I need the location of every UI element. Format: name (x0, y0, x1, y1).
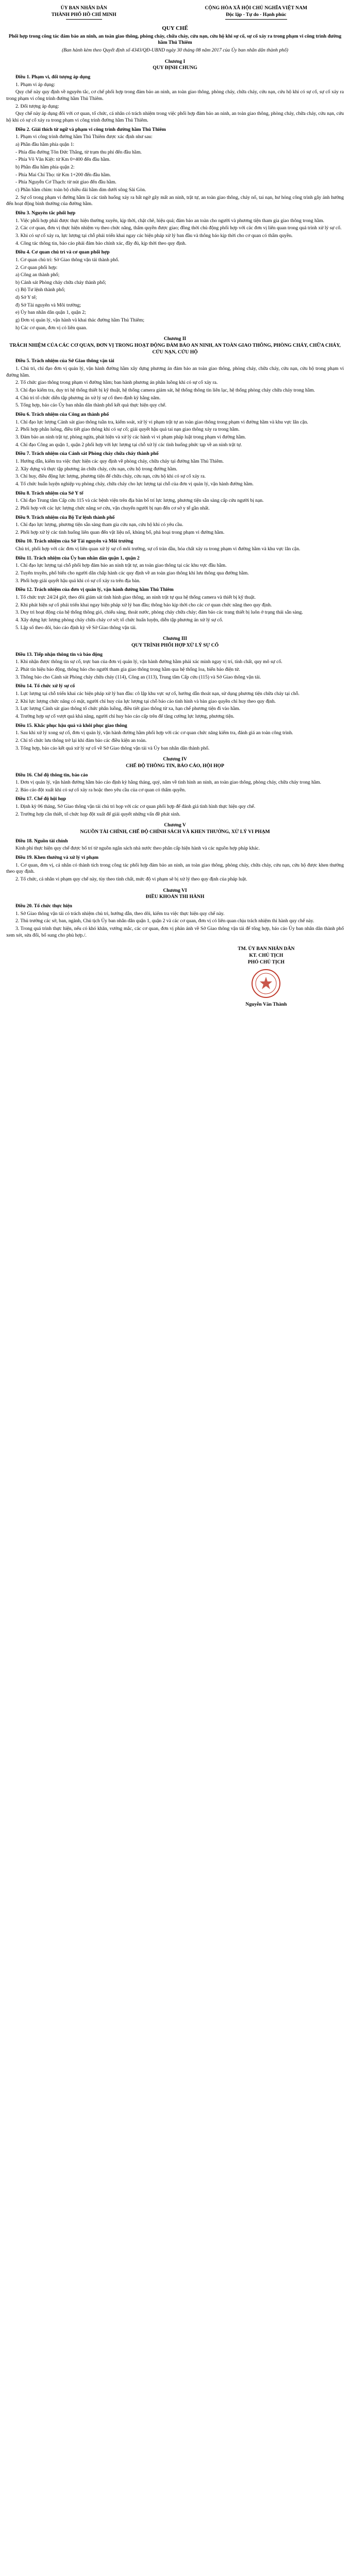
article-paragraph: 2. Phối hợp phân luồng, điều tiết giao thông khi có sự cố; giải quyết hậu quả tai nạn giao thông xảy ra trong hầm. (15, 427, 240, 433)
article-paragraph: 1. Phạm vi áp dụng: (15, 81, 56, 88)
article-paragraph: 5. Tổng hợp, báo cáo Ủy ban nhân dân thành phố kết quả thực hiện quy chế. (15, 402, 166, 409)
nation-name: CỘNG HÒA XÃ HỘI CHỦ NGHĨA VIỆT NAM (205, 5, 308, 11)
chapter-heading: Chương V (164, 822, 186, 828)
article-paragraph: 3. Khi có sự cố xảy ra, lực lượng tại chỗ phải triển khai ngay các biện pháp xử lý ban đầu và thông báo kịp thời cho cơ quan có thẩm quyền. (15, 232, 293, 239)
article-paragraph: 3. Chỉ huy, điều động lực lượng, phương tiện để chữa cháy, cứu nạn, cứu hộ khi có sự cố xảy ra. (15, 473, 206, 480)
article-paragraph: 3. Lực lượng Cảnh sát giao thông tổ chức phân luồng, điều tiết giao thông từ xa, hạn chế phương tiện đi vào hầm. (15, 706, 241, 712)
signer-name: Nguyễn Văn Thành (245, 1002, 287, 1008)
article-paragraph: 1. Cơ quan, đơn vị, cá nhân có thành tích trong công tác phối hợp đảm bảo an ninh, an toàn giao thông, phòng cháy, chữa cháy, cứu nạn, cứu hộ được khen thưởng theo quy định. (6, 862, 344, 875)
chapter-title: ĐIỀU KHOẢN THI HÀNH (145, 894, 205, 900)
article-title: Điều 20. Tổ chức thực hiện (15, 903, 72, 909)
article-paragraph: 2. Khi lực lượng chức năng có mặt, người chỉ huy của lực lượng tại chỗ báo cáo tình hình và bàn giao quyền chỉ huy theo quy định. (15, 698, 276, 704)
signature-role-2: PHÓ CHỦ TỊCH (247, 959, 285, 965)
chapter-heading: Chương II (163, 336, 187, 342)
article-paragraph: 3. Đảm bảo an ninh trật tự, phòng ngừa, phát hiện và xử lý các hành vi vi phạm pháp luật trong phạm vi đường hầm. (15, 434, 246, 440)
article-paragraph: 1. Chỉ đạo lực lượng tại chỗ phối hợp đảm bảo an ninh trật tự, an toàn giao thông tại các khu vực đầu hầm. (15, 563, 227, 569)
article-title: Điều 9. Trách nhiệm của Bộ Tư lệnh thành phố (15, 514, 115, 520)
article-paragraph: 3. Thông báo cho Cảnh sát Phòng cháy chữa cháy (114), Công an (113), Trung tâm Cấp cứu (115) và Sở Giao thông vận tải. (15, 674, 261, 680)
article-title: Điều 7. Trách nhiệm của Cảnh sát Phòng cháy chữa cháy thành phố (15, 451, 159, 457)
issuance-note: (Ban hành kèm theo Quyết định số 4343/QĐ-UBND ngày 30 tháng 08 năm 2017 của Ủy ban nhân dân thành phố) (61, 47, 289, 54)
signature-area (6, 946, 344, 1008)
article-paragraph: 1. Chỉ đạo Trung tâm Cấp cứu 115 và các bệnh viện trên địa bàn bố trí lực lượng, phương tiện sẵn sàng cấp cứu người bị nạn. (15, 498, 264, 504)
seal-area (189, 968, 344, 999)
article-paragraph: b) Phần đầu hầm phía quận 2: (15, 164, 75, 170)
article-paragraph: 1. Sở Giao thông vận tải có trách nhiệm chủ trì, hướng dẫn, theo dõi, kiểm tra việc thực hiện quy chế này. (15, 910, 225, 917)
article-paragraph: 4. Trường hợp sự cố vượt quá khả năng, người chỉ huy báo cáo cấp trên để tăng cường lực lượng, phương tiện. (15, 713, 235, 719)
chapter-title: CHẾ ĐỘ THÔNG TIN, BÁO CÁO, HỘI HỌP (126, 762, 224, 769)
article-paragraph: 1. Việc phối hợp phải được thực hiện thường xuyên, kịp thời, chặt chẽ, hiệu quả; đảm bảo an toàn cho người và phương tiện tham gia giao thông trong hầm. (15, 217, 324, 224)
article-paragraph: - Phía Võ Văn Kiệt: từ Km 0+400 đến đầu hầm. (15, 157, 111, 163)
chapter-title: QUY TRÌNH PHỐI HỢP XỬ LÝ SỰ CỐ (131, 642, 219, 649)
signature-org: TM. ỦY BAN NHÂN DÂN (238, 946, 295, 952)
article-title: Điều 6. Trách nhiệm của Công an thành phố (15, 411, 109, 417)
article-title: Điều 8. Trách nhiệm của Sở Y tế (15, 490, 84, 496)
article-title: Điều 13. Tiếp nhận thông tin và báo động (15, 651, 103, 657)
article-paragraph: 1. Tổ chức trực 24/24 giờ, theo dõi giám sát tình hình giao thông, an ninh trật tự qua hệ thống camera và thiết bị kỹ thuật. (15, 595, 256, 601)
chapter-heading: Chương VI (163, 887, 187, 893)
article-paragraph: đ) Sở Tài nguyên và Môi trường; (15, 302, 81, 308)
document-page (0, 0, 350, 1016)
article-paragraph: c) Phần hầm chìm: toàn bộ chiều dài hầm dìm dưới sông Sài Gòn. (15, 187, 146, 193)
article-paragraph: 3. Tổng hợp, báo cáo kết quả xử lý sự cố về Sở Giao thông vận tải và Ủy ban nhân dân thành phố. (15, 745, 210, 751)
issuing-agency (6, 5, 161, 20)
article-paragraph: 2. Thủ trưởng các sở, ban, ngành, Chủ tịch Ủy ban nhân dân quận 1, quận 2 và các cơ quan, đơn vị có liên quan chịu trách nhiệm thi hành quy chế này. (15, 918, 314, 924)
article-title: Điều 2. Giải thích từ ngữ và phạm vi công trình đường hầm Thủ Thiêm (15, 126, 166, 132)
article-paragraph: 2. Báo cáo đột xuất khi có sự cố xảy ra hoặc theo yêu cầu của cơ quan có thẩm quyền. (15, 787, 186, 793)
chapter-title: TRÁCH NHIỆM CỦA CÁC CƠ QUAN, ĐƠN VỊ TRONG HOẠT ĐỘNG ĐẢM BẢO AN NINH, AN TOÀN GIAO THÔNG, PHÒNG CHÁY, CHỮA CHÁY, CỨU NẠN, CỨU HỘ (9, 343, 341, 355)
article-paragraph: 1. Hướng dẫn, kiểm tra việc thực hiện các quy định về phòng cháy, chữa cháy tại đường hầm Thủ Thiêm. (15, 458, 224, 464)
article-paragraph: 4. Chủ trì tổ chức diễn tập phương án xử lý sự cố theo định kỳ hằng năm. (15, 395, 161, 401)
article-paragraph: 2. Khi phát hiện sự cố phải triển khai ngay biện pháp xử lý ban đầu; thông báo kịp thời cho các cơ quan chức năng theo quy định. (15, 602, 272, 608)
article-title: Điều 1. Phạm vi, đối tượng áp dụng (15, 74, 91, 80)
article-paragraph: Kinh phí thực hiện quy chế được bố trí từ nguồn ngân sách nhà nước theo phân cấp hiện hành và các nguồn hợp pháp khác. (15, 845, 260, 852)
chapter-heading: Chương III (162, 636, 188, 642)
official-seal-icon (251, 969, 281, 998)
article-title: Điều 3. Nguyên tắc phối hợp (15, 210, 76, 216)
article-paragraph: 3. Trong quá trình thực hiện, nếu có khó khăn, vướng mắc, các cơ quan, đơn vị phản ánh về Sở Giao thông vận tải để tổng hợp, báo cáo Ủy ban nhân dân thành phố xem xét, sửa đổi, bổ sung cho phù hợp./. (6, 925, 344, 938)
document-body (6, 59, 344, 939)
article-title: Điều 14. Tổ chức xử lý sự cố (15, 683, 75, 689)
article-paragraph: g) Đơn vị quản lý, vận hành và khai thác đường hầm Thủ Thiêm; (15, 317, 144, 324)
article-paragraph: 1. Cơ quan chủ trì: Sở Giao thông vận tải thành phố. (15, 257, 120, 263)
article-paragraph: 1. Đơn vị quản lý, vận hành đường hầm báo cáo định kỳ hằng tháng, quý, năm về tình hình an ninh, an toàn giao thông, phòng cháy, chữa cháy trong hầm. (15, 779, 322, 786)
article-paragraph: 2. Tổ chức, cá nhân vi phạm quy chế này, tùy theo tính chất, mức độ vi phạm sẽ bị xử lý theo quy định của pháp luật. (15, 876, 247, 883)
article-paragraph: 3. Chỉ đạo kiểm tra, duy trì hệ thống thiết bị kỹ thuật, hệ thống camera giám sát, hệ thống thông tin liên lạc, hệ thống phòng cháy chữa cháy trong hầm. (15, 387, 315, 394)
signature-role-1: KT. CHỦ TỊCH (249, 952, 284, 958)
article-paragraph: e) Ủy ban nhân dân quận 1, quận 2; (15, 310, 86, 316)
article-paragraph: Quy chế này quy định về nguyên tắc, cơ chế phối hợp trong đảm bảo an ninh, an toàn giao thông, phòng cháy, chữa cháy, cứu nạn, cứu hộ khi có sự cố, sự cố xảy ra trong phạm vi công trình đường hầm Thủ Thiêm. (6, 89, 344, 102)
article-paragraph: 1. Phạm vi công trình đường hầm Thủ Thiêm được xác định như sau: (15, 134, 153, 140)
document-header (6, 5, 344, 20)
article-paragraph: 4. Xây dựng lực lượng phòng cháy chữa cháy cơ sở; tổ chức huấn luyện, diễn tập phương án xử lý sự cố. (15, 617, 223, 623)
article-paragraph: 3. Phối hợp giải quyết hậu quả khi có sự cố xảy ra trên địa bàn. (15, 578, 141, 584)
chapter-heading: Chương I (164, 58, 186, 64)
chapter-heading: Chương IV (163, 756, 187, 762)
article-title: Điều 16. Chế độ thông tin, báo cáo (15, 772, 88, 778)
article-paragraph: 2. Tuyên truyền, phổ biến cho người dân chấp hành các quy định về an toàn giao thông khi lưu thông qua đường hầm. (15, 570, 249, 577)
article-paragraph: 2. Tổ chức giao thông trong phạm vi đường hầm; ban hành phương án phân luồng khi có sự cố xảy ra. (15, 380, 218, 386)
article-paragraph: 1. Chỉ đạo lực lượng, phương tiện sẵn sàng tham gia cứu nạn, cứu hộ khi có yêu cầu. (15, 522, 184, 528)
article-paragraph: 2. Cơ quan phối hợp: (15, 264, 58, 270)
article-paragraph: d) Sở Y tế; (15, 295, 37, 301)
article-paragraph: a) Phần đầu hầm phía quận 1: (15, 142, 75, 148)
agency-line-1: ỦY BAN NHÂN DÂN (60, 5, 107, 11)
article-paragraph: 2. Phối hợp với các lực lượng chức năng sơ cứu, vận chuyển người bị nạn đến cơ sở y tế gần nhất. (15, 505, 210, 511)
signature-block (189, 946, 344, 1008)
article-paragraph: 4. Công tác thông tin, báo cáo phải đảm bảo chính xác, đầy đủ, kịp thời theo quy định. (15, 240, 187, 246)
article-title: Điều 5. Trách nhiệm của Sở Giao thông vận tải (15, 358, 114, 364)
article-paragraph: 3. Duy trì hoạt động của hệ thống thông gió, chiếu sáng, thoát nước, phòng cháy chữa cháy; đảm bảo các trang thiết bị luôn ở trạng thái sẵn sàng. (15, 609, 303, 616)
article-paragraph: - Phía Nguyễn Cơ Thạch: từ nút giao đến đầu hầm. (15, 179, 116, 185)
article-title: Điều 18. Nguồn tài chính (15, 838, 68, 844)
motto-underline (225, 19, 287, 20)
article-paragraph: 1. Sau khi xử lý xong sự cố, đơn vị quản lý, vận hành đường hầm phối hợp với các cơ quan chức năng kiểm tra, đánh giá an toàn công trình. (15, 730, 293, 736)
article-paragraph: 1. Định kỳ 06 tháng, Sở Giao thông vận tải chủ trì họp với các cơ quan phối hợp để đánh giá tình hình thực hiện quy chế. (15, 804, 256, 810)
article-paragraph: c) Bộ Tư lệnh thành phố; (15, 287, 65, 293)
national-heading (168, 5, 344, 20)
article-title: Điều 4. Cơ quan chủ trì và cơ quan phối hợp (15, 249, 110, 256)
article-paragraph: b) Cảnh sát Phòng cháy chữa cháy thành phố; (15, 279, 106, 285)
article-paragraph: 2. Chỉ tổ chức lưu thông trở lại khi đảm bảo các điều kiện an toàn. (15, 737, 147, 743)
article-paragraph: Quy chế này áp dụng đối với cơ quan, tổ chức, cá nhân có trách nhiệm trong việc phối hợp đảm bảo an ninh, an toàn giao thông, phòng cháy, chữa cháy, cứu nạn, cứu hộ khi có sự cố xảy ra trong phạm vi công trình đường hầm Thủ Thiêm. (6, 111, 344, 124)
article-paragraph: - Phía đầu đường Tôn Đức Thắng, từ trạm thu phí đến đầu hầm. (15, 149, 142, 155)
agency-underline (66, 19, 102, 20)
article-paragraph: Chủ trì, phối hợp với các đơn vị liên quan xử lý sự cố môi trường, sự cố tràn dầu, hóa chất xảy ra trong phạm vi đường hầm và khu vực lân cận. (15, 546, 301, 552)
article-title: Điều 19. Khen thưởng và xử lý vi phạm (15, 855, 99, 861)
document-subtitle: Phối hợp trong công tác đảm bảo an ninh, an toàn giao thông, phòng cháy, chữa cháy, cứu nạn, cứu hộ khi sự cố, sự cố xảy ra trong phạm vi công trình đường hầm Thủ Thiêm (8, 33, 342, 46)
article-paragraph: 2. Các cơ quan, đơn vị thực hiện nhiệm vụ theo chức năng, thẩm quyền được giao; đồng thời chủ động phối hợp với các đơn vị liên quan trong quá trình xử lý sự cố. (15, 225, 342, 231)
article-paragraph: 1. Chủ trì, chỉ đạo đơn vị quản lý, vận hành đường hầm xây dựng phương án đảm bảo an toàn giao thông, phòng cháy, chữa cháy, cứu nạn, cứu hộ trong phạm vi đường hầm. (6, 366, 344, 378)
article-title: Điều 10. Trách nhiệm của Sở Tài nguyên và Môi trường (15, 538, 134, 545)
article-paragraph: 2. Trường hợp cần thiết, tổ chức họp đột xuất để giải quyết những vấn đề phát sinh. (15, 811, 180, 817)
article-paragraph: 2. Phát tín hiệu báo động, thông báo cho người tham gia giao thông trong hầm qua hệ thống loa, biển báo điện tử. (15, 666, 240, 672)
article-title: Điều 15. Khắc phục hậu quả và khôi phục giao thông (15, 722, 127, 728)
article-paragraph: 4. Chỉ đạo Công an quận 1, quận 2 phối hợp với lực lượng tại chỗ xử lý các tình huống phức tạp về an ninh trật tự. (15, 442, 242, 448)
article-title: Điều 11. Trách nhiệm của Ủy ban nhân dân quận 1, quận 2 (15, 555, 140, 561)
article-paragraph: 2. Phối hợp xử lý các tình huống liên quan đến vật liệu nổ, khủng bố, phá hoại trong phạm vi đường hầm. (15, 529, 225, 535)
document-title: QUY CHẾ (162, 25, 188, 32)
chapter-title: QUY ĐỊNH CHUNG (153, 65, 197, 71)
agency-line-2: THÀNH PHỐ HỒ CHÍ MINH (51, 11, 116, 18)
article-paragraph: 1. Khi nhận được thông tin sự cố, trực ban của đơn vị quản lý, vận hành đường hầm phải xác minh ngay vị trí, tính chất, quy mô sự cố. (15, 659, 282, 665)
article-paragraph: 2. Sự cố trong phạm vi đường hầm là các tình huống xảy ra bất ngờ gây mất an ninh, trật tự, an toàn giao thông, cháy nổ, tai nạn, hư hỏng công trình gây ảnh hưởng đến hoạt động bình thường của đường hầm. (6, 194, 344, 207)
article-title: Điều 17. Chế độ hội họp (15, 796, 66, 802)
article-paragraph: 1. Lực lượng tại chỗ triển khai các biện pháp xử lý ban đầu: cô lập khu vực sự cố, hướng dẫn thoát nạn, sử dụng phương tiện chữa cháy tại chỗ. (15, 690, 299, 697)
article-paragraph: a) Công an thành phố; (15, 272, 60, 278)
national-motto: Độc lập - Tự do - Hạnh phúc (226, 11, 287, 18)
article-paragraph: 1. Chỉ đạo lực lượng Cảnh sát giao thông tuần tra, kiểm soát, xử lý vi phạm trật tự an toàn giao thông trong phạm vi đường hầm và khu vực lân cận. (15, 419, 308, 425)
article-paragraph: 5. Lập sổ theo dõi, báo cáo định kỳ về Sở Giao thông vận tải. (15, 624, 137, 631)
chapter-title: NGUỒN TÀI CHÍNH, CHẾ ĐỘ CHÍNH SÁCH VÀ KHEN THƯỞNG, XỬ LÝ VI PHẠM (80, 829, 270, 835)
article-title: Điều 12. Trách nhiệm của đơn vị quản lý, vận hành đường hầm Thủ Thiêm (15, 587, 174, 593)
article-paragraph: 2. Xây dựng và thực tập phương án chữa cháy, cứu nạn, cứu hộ trong đường hầm. (15, 466, 177, 472)
article-paragraph: 4. Tổ chức huấn luyện nghiệp vụ phòng cháy, chữa cháy cho lực lượng tại chỗ của đơn vị quản lý, vận hành đường hầm. (15, 481, 254, 487)
article-paragraph: 2. Đối tượng áp dụng: (15, 103, 59, 109)
article-paragraph: - Phía Mai Chí Thọ: từ Km 1+200 đến đầu hầm. (15, 172, 111, 178)
article-paragraph: h) Các cơ quan, đơn vị có liên quan. (15, 325, 88, 331)
